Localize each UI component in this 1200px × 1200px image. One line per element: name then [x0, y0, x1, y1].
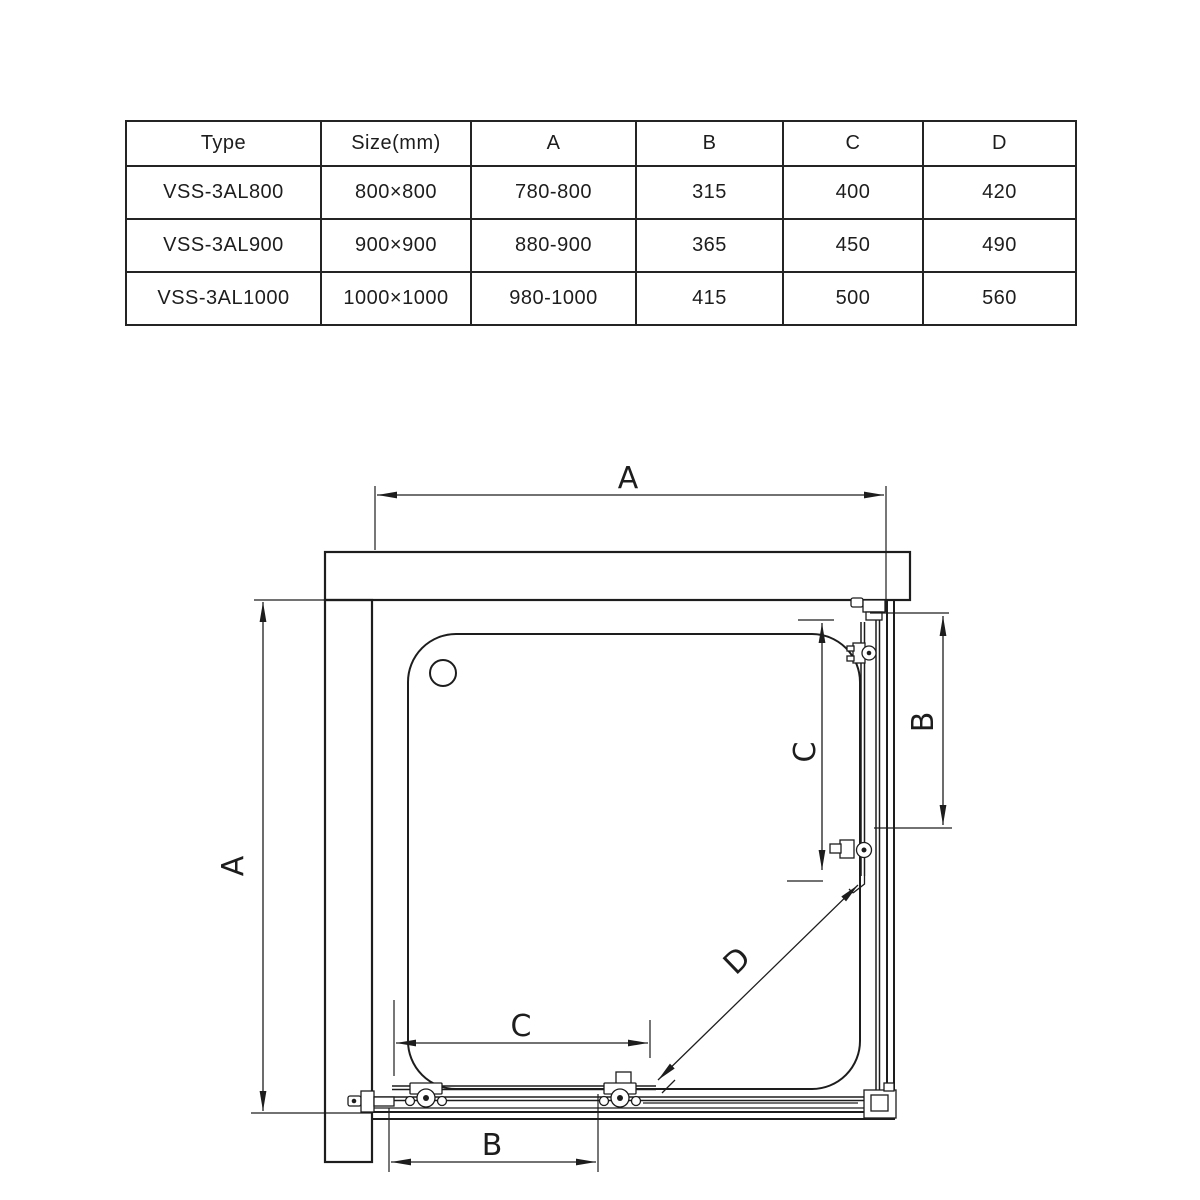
cell-c: 450 [783, 219, 923, 272]
col-header-a: A [471, 121, 636, 166]
cell-b: 365 [636, 219, 783, 272]
cell-c: 400 [783, 166, 923, 219]
cell-size: 800×800 [321, 166, 471, 219]
dimension-d-diagonal [658, 885, 858, 1080]
right-door-bottom-roller [830, 840, 872, 858]
shower-tray [408, 634, 860, 1089]
col-header-size: Size(mm) [321, 121, 471, 166]
drain-circle [430, 660, 456, 686]
cell-d: 490 [923, 219, 1076, 272]
bottom-door-edge-hook [656, 1080, 675, 1093]
right-fixed-panel [373, 600, 894, 1119]
cell-d: 560 [923, 272, 1076, 325]
bottom-door-right-roller [600, 1072, 641, 1107]
cell-type: VSS-3AL900 [126, 219, 321, 272]
col-header-c: C [783, 121, 923, 166]
top-right-wall-bracket [851, 598, 885, 620]
dim-label-b-bottom: B [481, 1128, 503, 1163]
dimension-c-right [787, 620, 834, 881]
dim-label-c-bottom: C [510, 1009, 532, 1044]
left-brick-wall [325, 600, 372, 1162]
bottom-sliding-door [392, 1072, 675, 1107]
cell-size: 1000×1000 [321, 272, 471, 325]
cell-b: 315 [636, 166, 783, 219]
dimension-a-top [375, 461, 886, 612]
dimension-a-left [216, 600, 373, 1113]
bottom-door-left-roller [406, 1083, 447, 1107]
col-header-b: B [636, 121, 783, 166]
cell-a: 780-800 [471, 166, 636, 219]
cell-b: 415 [636, 272, 783, 325]
right-door-edge-hook [849, 876, 865, 893]
bottom-left-wall-profile [348, 1091, 394, 1112]
cell-size: 900×900 [321, 219, 471, 272]
dimension-c-bottom [394, 1000, 650, 1076]
dimension-b-right [870, 613, 952, 828]
top-brick-wall [325, 552, 910, 600]
dim-label-b-right: B [906, 711, 941, 733]
dim-label-a-top: A [617, 461, 639, 496]
col-header-d: D [923, 121, 1076, 166]
cell-c: 500 [783, 272, 923, 325]
cell-a: 880-900 [471, 219, 636, 272]
dim-label-a-left: A [216, 855, 251, 877]
dim-label-d-diagonal: D [716, 940, 758, 982]
dim-label-c-right: C [788, 741, 823, 763]
cell-a: 980-1000 [471, 272, 636, 325]
cell-type: VSS-3AL800 [126, 166, 321, 219]
right-sliding-door [830, 622, 876, 893]
col-header-type: Type [126, 121, 321, 166]
cell-d: 420 [923, 166, 1076, 219]
cell-type: VSS-3AL1000 [126, 272, 321, 325]
